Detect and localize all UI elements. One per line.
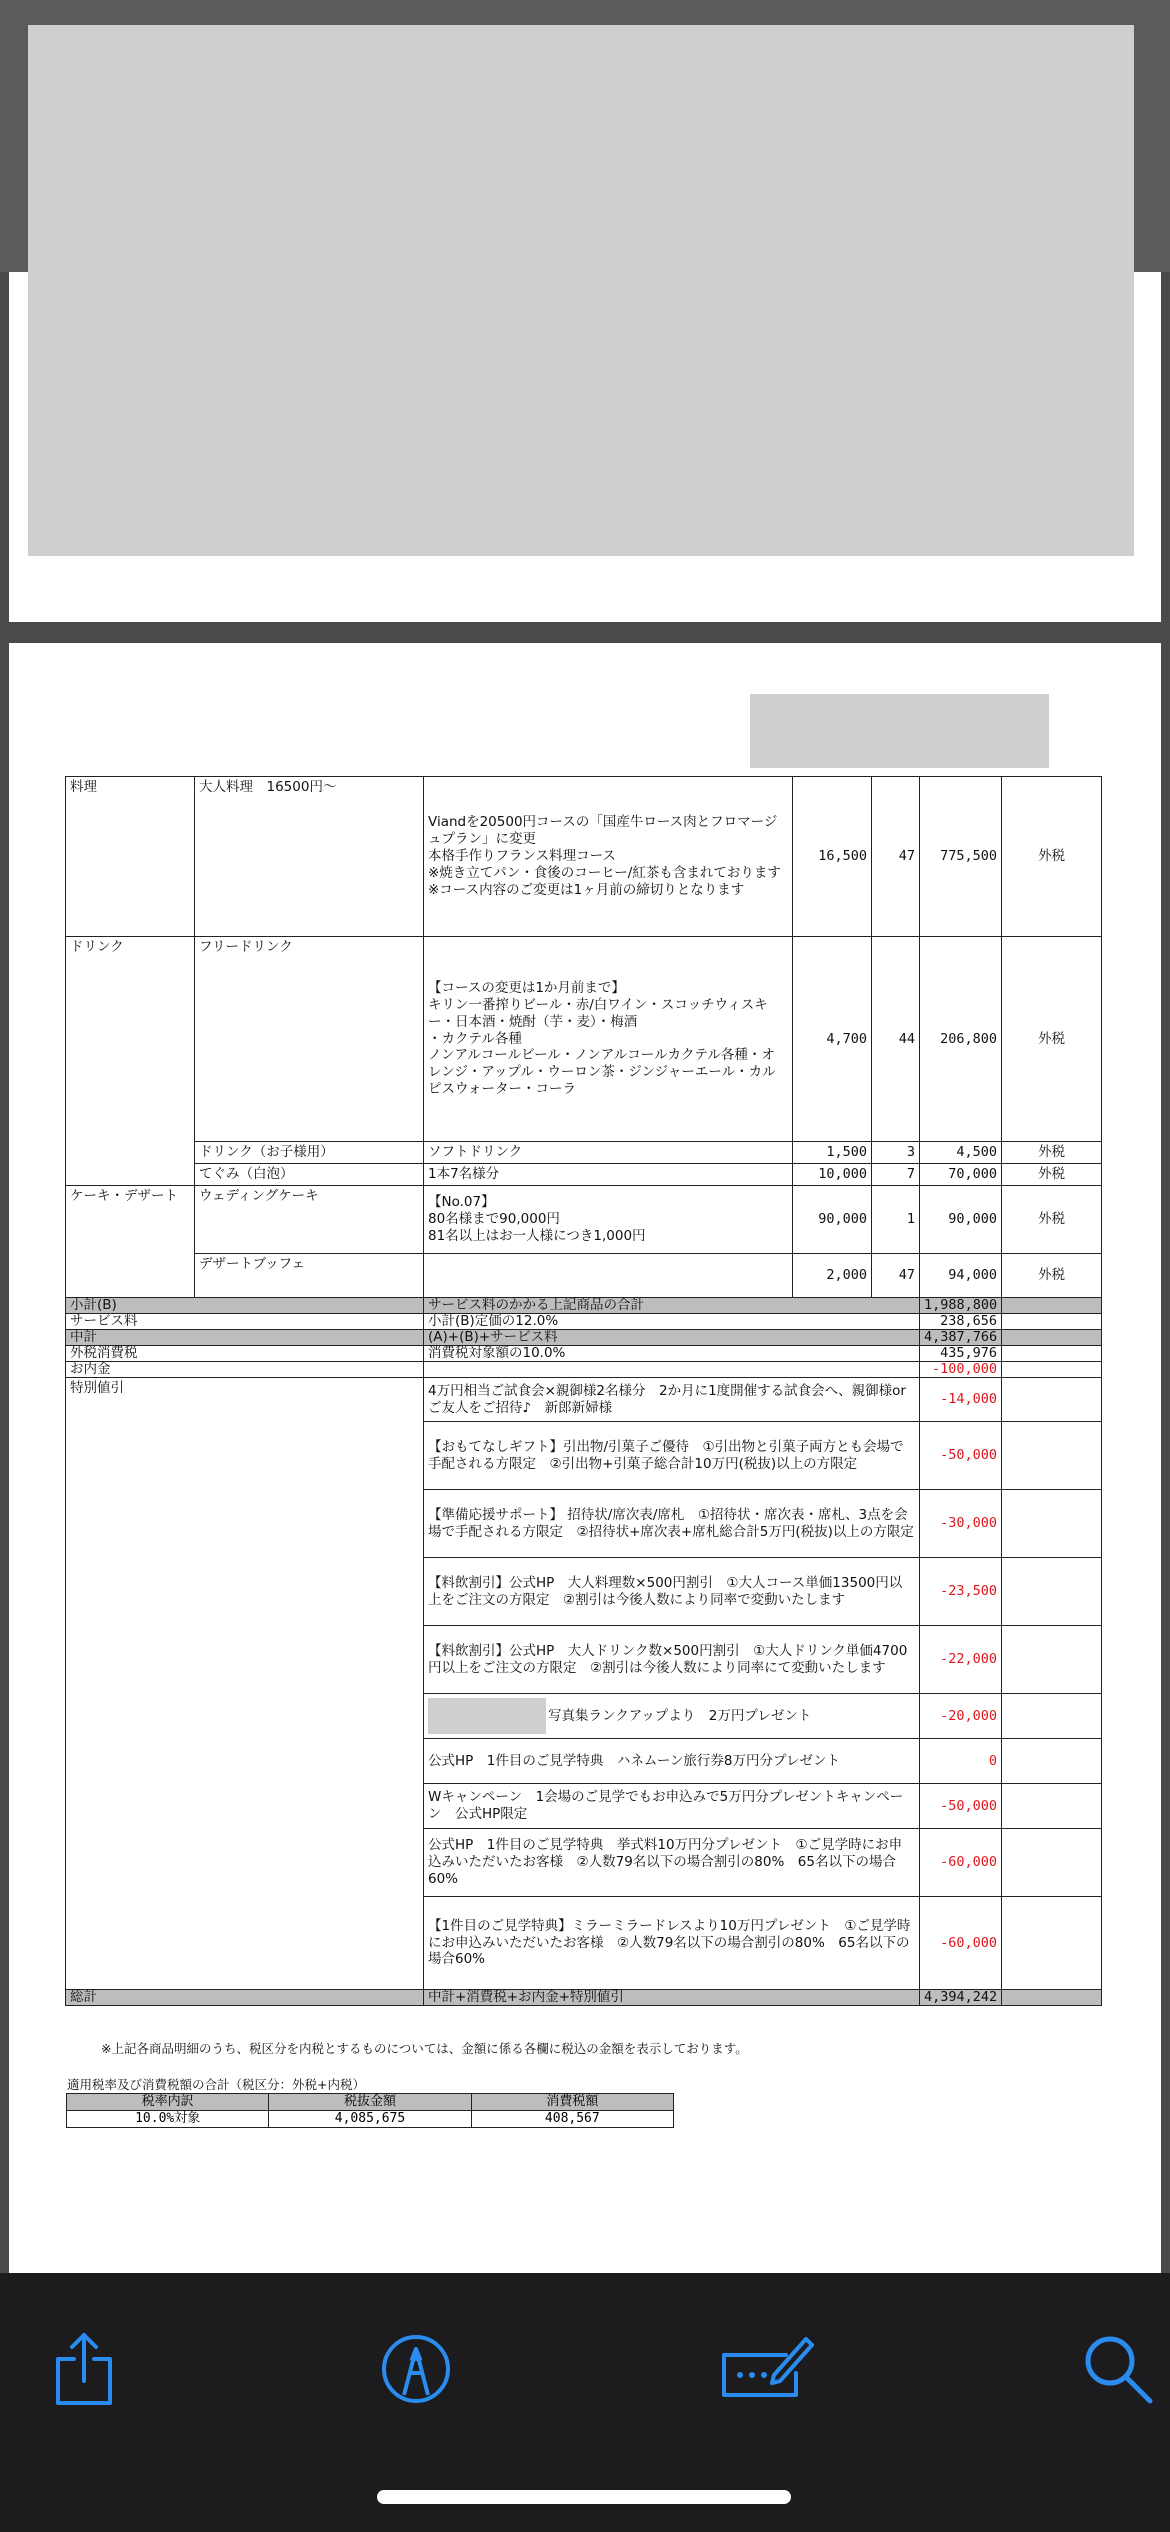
discount-description: 【料飲割引】公式HP 大人料理数×500円割引 ①大人コース単価13500円以上をご注文の方限定 ②割引は今後人数により同率で変動いたします bbox=[424, 1558, 920, 1626]
quantity-cell: 47 bbox=[872, 777, 920, 937]
discount-description: 【料飲割引】公式HP 大人ドリンク数×500円割引 ①大人ドリンク単価4700円以上をご注文の方限定 ②割引は今後人数により同率にて変動いたします bbox=[424, 1626, 920, 1694]
discount-empty-cell bbox=[1002, 1490, 1102, 1558]
invoice-table bbox=[65, 776, 1102, 2006]
item-name-cell: ウェディングケーキ bbox=[195, 1186, 424, 1254]
discount-description: 公式HP 1件目のご見学特典 挙式料10万円分プレゼント ①ご見学時にお申込みいただいたお客様 ②人数79名以下の場合割引の80% 65名以下の場合60% bbox=[424, 1829, 920, 1897]
discount-description: Wキャンペーン 1会場のご見学でもお申込みで5万円分プレゼントキャンペーン 公式HP限定 bbox=[424, 1784, 920, 1829]
summary-description: サービス料のかかる上記商品の合計 bbox=[424, 1298, 920, 1314]
redacted-area bbox=[428, 1698, 546, 1734]
discount-empty-cell bbox=[1002, 1378, 1102, 1422]
item-name-cell: てぐみ（白泡） bbox=[195, 1164, 424, 1186]
tax-base-cell: 4,085,675 bbox=[269, 2111, 471, 2128]
summary-label: お内金 bbox=[66, 1362, 424, 1378]
unit-price-cell: 10,000 bbox=[793, 1164, 872, 1186]
table-row bbox=[66, 937, 1102, 1142]
summary-amount: 238,656 bbox=[920, 1314, 1002, 1330]
amount-cell: 775,500 bbox=[920, 777, 1002, 937]
table-row bbox=[66, 777, 1102, 937]
tax-header-base: 税抜金額 bbox=[269, 2094, 471, 2111]
discount-description: 【1件目のご見学特典】ミラーミラードレスより10万円プレゼント ①ご見学時にお申込みいただいたお客様 ②人数79名以下の場合割引の80% 65名以下の場合60% bbox=[424, 1897, 920, 1990]
tax-rate-cell: 10.0%対象 bbox=[67, 2111, 269, 2128]
discount-empty-cell bbox=[1002, 1739, 1102, 1784]
tax-summary-table bbox=[66, 2093, 674, 2128]
discount-description: 【準備応援サポート】 招待状/席次表/席札 ①招待状・席次表・席札、3点を会場で手配される方限定 ②招待状+席次表+席札総合計5万円(税抜)以上の方限定 bbox=[424, 1490, 920, 1558]
summary-description: (A)+(B)+サービス料 bbox=[424, 1330, 920, 1346]
redacted-area bbox=[750, 694, 1049, 768]
item-name-cell: 大人料理 16500円～ bbox=[195, 777, 424, 937]
summary-row bbox=[66, 1362, 1102, 1378]
description-cell: Viandを20500円コースの「国産牛ロース肉とフロマージュプラン」に変更 本格手作りフランス料理コース ※焼き立てパン・食後のコーヒー/紅茶も含まれております ※コース内容のご変更は1ヶ月前の締切りとなります bbox=[424, 777, 793, 937]
description-cell: 1本7名様分 bbox=[424, 1164, 793, 1186]
item-name-cell: フリードリンク bbox=[195, 937, 424, 1142]
discount-amount: 0 bbox=[920, 1739, 1002, 1784]
amount-cell: 206,800 bbox=[920, 937, 1002, 1142]
summary-amount: 435,976 bbox=[920, 1346, 1002, 1362]
discount-amount: -50,000 bbox=[920, 1784, 1002, 1829]
summary-row bbox=[66, 1330, 1102, 1346]
discount-text: 写真集ランクアップより 2万円プレゼント bbox=[548, 1707, 812, 1724]
summary-label: サービス料 bbox=[66, 1314, 424, 1330]
discount-description: 【おもてなしギフト】引出物/引菓子ご優待 ①引出物と引菓子両方とも会場で手配される方限定 ②引出物+引菓子総合計10万円(税抜)以上の方限定 bbox=[424, 1422, 920, 1490]
summary-empty-cell bbox=[1002, 1330, 1102, 1346]
total-row bbox=[66, 1990, 1102, 2006]
amount-cell: 90,000 bbox=[920, 1186, 1002, 1254]
home-indicator bbox=[377, 2490, 791, 2504]
tax-type-cell: 外税 bbox=[1002, 937, 1102, 1142]
total-empty-cell bbox=[1002, 1990, 1102, 2006]
discount-empty-cell bbox=[1002, 1422, 1102, 1490]
quantity-cell: 44 bbox=[872, 937, 920, 1142]
discount-empty-cell bbox=[1002, 1897, 1102, 1990]
table-row bbox=[66, 1164, 1102, 1186]
discount-empty-cell bbox=[1002, 1784, 1102, 1829]
description-cell: ソフトドリンク bbox=[424, 1142, 793, 1164]
summary-label: 外税消費税 bbox=[66, 1346, 424, 1362]
document-page-1 bbox=[9, 272, 1161, 622]
quantity-cell: 3 bbox=[872, 1142, 920, 1164]
summary-description bbox=[424, 1362, 920, 1378]
item-name-cell: デザートブッフェ bbox=[195, 1254, 424, 1298]
tax-type-cell: 外税 bbox=[1002, 1186, 1102, 1254]
total-description: 中計+消費税+お内金+特別値引 bbox=[424, 1990, 920, 2006]
unit-price-cell: 4,700 bbox=[793, 937, 872, 1142]
discount-empty-cell bbox=[1002, 1829, 1102, 1897]
total-label: 総計 bbox=[66, 1990, 424, 2006]
redacted-area bbox=[28, 25, 1134, 556]
markup-pen-icon bbox=[376, 2329, 456, 2409]
summary-description: 小計(B)定価の12.0% bbox=[424, 1314, 920, 1330]
summary-amount: 4,387,766 bbox=[920, 1330, 1002, 1346]
discount-description: 公式HP 1件目のご見学特典 ハネムーン旅行券8万円分プレゼント bbox=[424, 1739, 920, 1784]
description-cell bbox=[424, 1254, 793, 1298]
search-button[interactable] bbox=[1078, 2329, 1158, 2409]
discount-amount: -30,000 bbox=[920, 1490, 1002, 1558]
discount-row bbox=[66, 1378, 1102, 1422]
amount-cell: 4,500 bbox=[920, 1142, 1002, 1164]
summary-empty-cell bbox=[1002, 1298, 1102, 1314]
total-amount: 4,394,242 bbox=[920, 1990, 1002, 2006]
markup-button[interactable] bbox=[376, 2329, 456, 2409]
document-page-2 bbox=[9, 643, 1161, 2273]
tax-type-cell: 外税 bbox=[1002, 1254, 1102, 1298]
table-row bbox=[66, 1142, 1102, 1164]
category-cell: ケーキ・デザート bbox=[66, 1186, 195, 1298]
category-cell: ドリンク bbox=[66, 937, 195, 1186]
summary-label: 小計(B) bbox=[66, 1298, 424, 1314]
tax-note: ※上記各商品明細のうち、税区分を内税とするものについては、金額に係る各欄に税込の金額を表示しております。 bbox=[101, 2041, 748, 2056]
tax-type-cell: 外税 bbox=[1002, 1164, 1102, 1186]
unit-price-cell: 90,000 bbox=[793, 1186, 872, 1254]
unit-price-cell: 1,500 bbox=[793, 1142, 872, 1164]
table-row bbox=[66, 1254, 1102, 1298]
share-icon bbox=[44, 2329, 124, 2409]
signature-icon bbox=[716, 2329, 816, 2409]
tax-summary-label: 適用税率及び消費税額の合計（税区分：外税+内税） bbox=[67, 2077, 365, 2092]
description-cell: 【コースの変更は1か月前まで】 キリン一番搾りビール・赤/白ワイン・スコッチウィスキー・日本酒・焼酎（芋・麦）・梅酒 ・カクテル各種 ノンアルコールビール・ノンアルコールカクテル各種・オレンジ・アップル・ウーロン茶・ジンジャーエール・カルピスウォーター・コーラ bbox=[424, 937, 793, 1142]
search-icon bbox=[1078, 2329, 1158, 2409]
category-cell: 料理 bbox=[66, 777, 195, 937]
summary-amount: 1,988,800 bbox=[920, 1298, 1002, 1314]
discount-empty-cell bbox=[1002, 1626, 1102, 1694]
tax-type-cell: 外税 bbox=[1002, 1142, 1102, 1164]
discount-empty-cell bbox=[1002, 1558, 1102, 1626]
summary-empty-cell bbox=[1002, 1346, 1102, 1362]
summary-row bbox=[66, 1346, 1102, 1362]
summary-empty-cell bbox=[1002, 1362, 1102, 1378]
signature-button[interactable] bbox=[716, 2329, 816, 2409]
unit-price-cell: 2,000 bbox=[793, 1254, 872, 1298]
discount-description: 4万円相当ご試食会×親御様2名様分 2か月に1度開催する試食会へ、親御様orご友人をご招待♪ 新郎新婦様 bbox=[424, 1378, 920, 1422]
discount-empty-cell bbox=[1002, 1694, 1102, 1739]
discount-amount: -22,000 bbox=[920, 1626, 1002, 1694]
discount-amount: -60,000 bbox=[920, 1829, 1002, 1897]
discount-amount: -23,500 bbox=[920, 1558, 1002, 1626]
tax-header-tax: 消費税額 bbox=[471, 2094, 673, 2111]
amount-cell: 94,000 bbox=[920, 1254, 1002, 1298]
unit-price-cell: 16,500 bbox=[793, 777, 872, 937]
summary-empty-cell bbox=[1002, 1314, 1102, 1330]
summary-row bbox=[66, 1314, 1102, 1330]
discount-amount: -60,000 bbox=[920, 1897, 1002, 1990]
quantity-cell: 1 bbox=[872, 1186, 920, 1254]
description-cell: 【No.07】 80名様まで90,000円 81名以上はお一人様につき1,000円 bbox=[424, 1186, 793, 1254]
discount-amount: -14,000 bbox=[920, 1378, 1002, 1422]
amount-cell: 70,000 bbox=[920, 1164, 1002, 1186]
tax-type-cell: 外税 bbox=[1002, 777, 1102, 937]
summary-amount: -100,000 bbox=[920, 1362, 1002, 1378]
summary-label: 中計 bbox=[66, 1330, 424, 1346]
summary-description: 消費税対象額の10.0% bbox=[424, 1346, 920, 1362]
discount-amount: -20,000 bbox=[920, 1694, 1002, 1739]
summary-row bbox=[66, 1298, 1102, 1314]
discount-amount: -50,000 bbox=[920, 1422, 1002, 1490]
tax-amount-cell: 408,567 bbox=[471, 2111, 673, 2128]
item-name-cell: ドリンク（お子様用） bbox=[195, 1142, 424, 1164]
table-row bbox=[66, 1186, 1102, 1254]
quantity-cell: 47 bbox=[872, 1254, 920, 1298]
share-button[interactable] bbox=[44, 2329, 124, 2409]
discount-description bbox=[424, 1694, 920, 1739]
quantity-cell: 7 bbox=[872, 1164, 920, 1186]
discount-label: 特別値引 bbox=[66, 1378, 424, 1990]
tax-header-rate: 税率内訳 bbox=[67, 2094, 269, 2111]
discount-text-wrap bbox=[428, 1698, 915, 1734]
